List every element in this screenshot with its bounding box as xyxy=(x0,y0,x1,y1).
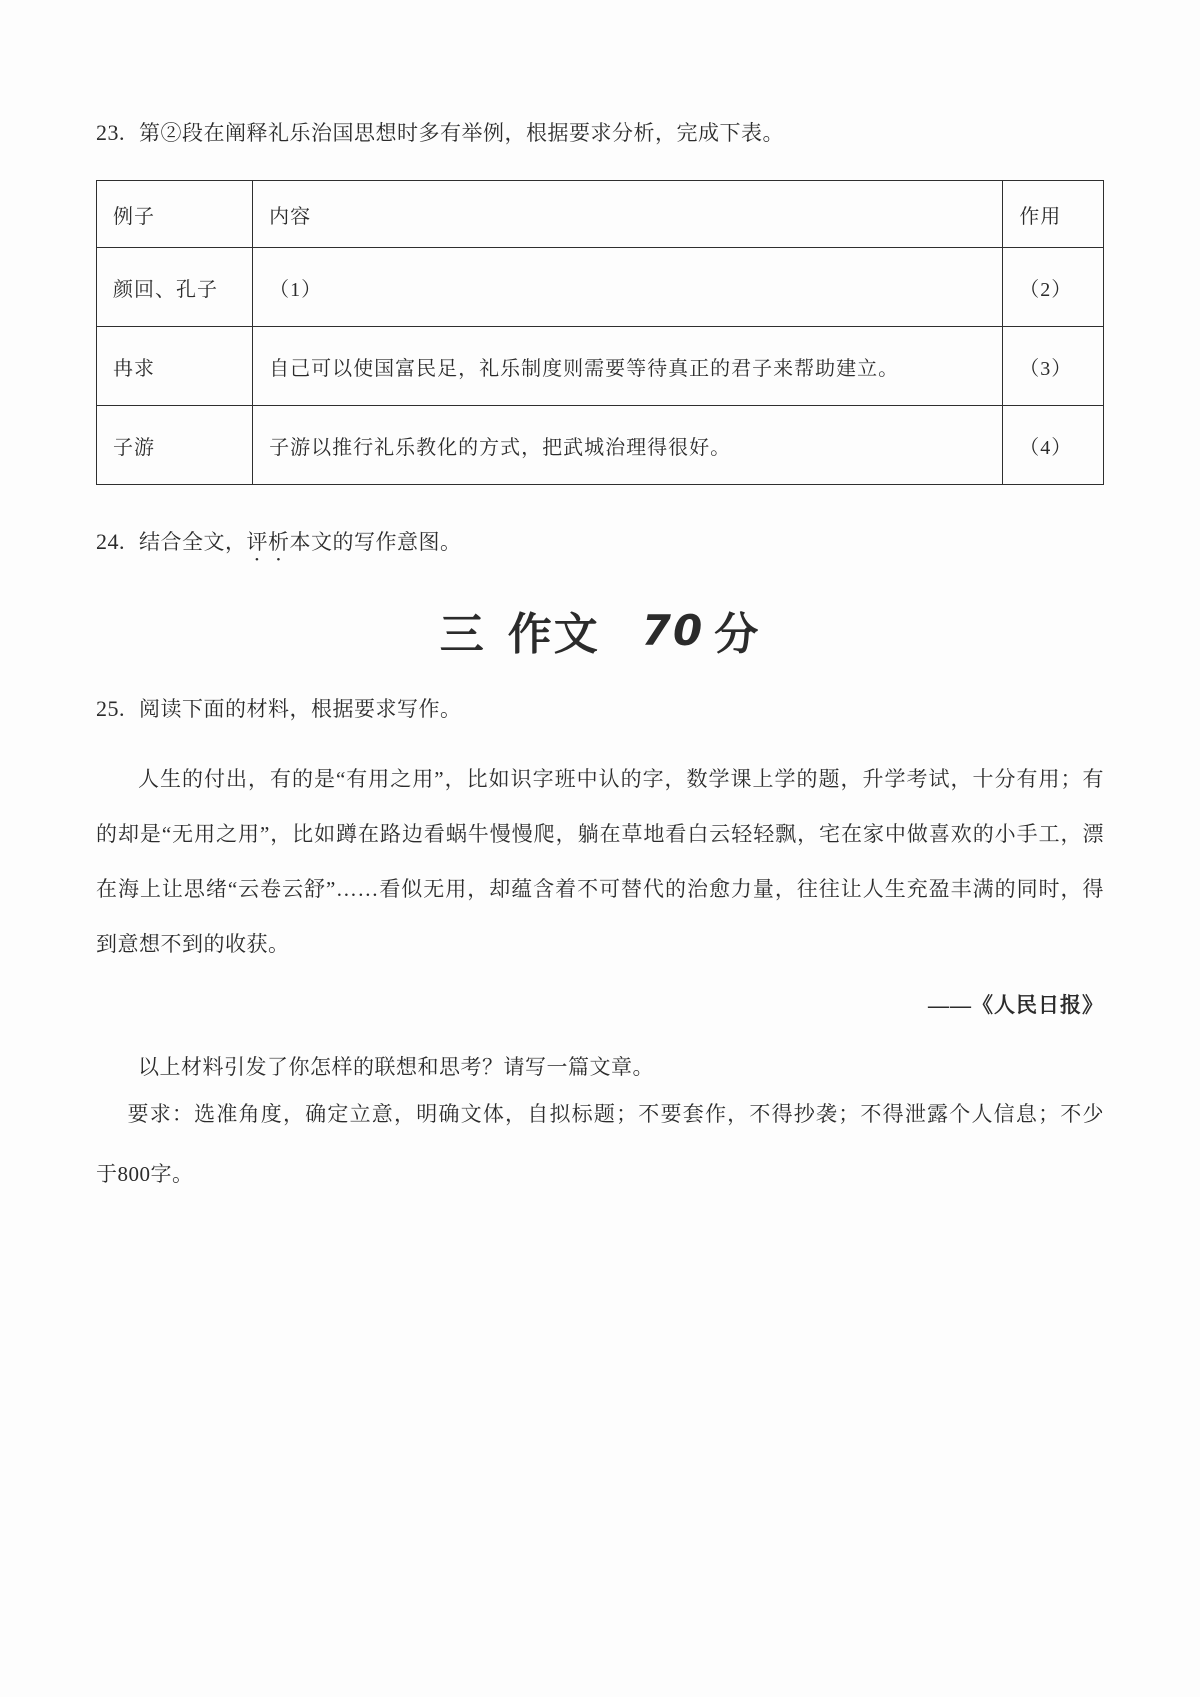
question-24 xyxy=(96,527,1104,566)
section-number: 三 xyxy=(439,610,486,659)
question-23-number: 23. xyxy=(96,120,125,145)
question-24-text-post: 本文的写作意图。 xyxy=(289,530,462,554)
table-row xyxy=(97,327,1104,406)
table-row xyxy=(97,406,1104,485)
material-line: 在海上让思绪“云卷云舒”……看似无用，却蕴含着不可替代的治愈力量，往往让人生充盈丰满的同时，得 xyxy=(96,877,1104,901)
material-line: 人生的付出，有的是“有用之用”，比如识字班中认的字，数学课上学的题，升学考试，十分有用；有 xyxy=(138,767,1104,791)
cell-function: （2） xyxy=(1003,248,1104,327)
essay-prompt: 以上材料引发了你怎样的联想和思考？请写一篇文章。 xyxy=(138,1055,654,1079)
question-25-text: 阅读下面的材料，根据要求写作。 xyxy=(139,697,462,721)
section-heading xyxy=(96,594,1104,666)
essay-requirements-line: 要求：选准角度，确定立意，明确文体，自拟标题；不要套作，不得抄袭；不得泄露个人信息；不少 xyxy=(127,1102,1104,1126)
question-24-number: 24. xyxy=(96,529,125,554)
examples-table xyxy=(96,180,1104,485)
table-row xyxy=(97,248,1104,327)
cell-example: 子游 xyxy=(97,406,253,485)
question-24-emphasized-word: 评析 xyxy=(246,530,290,554)
essay-requirements-line: 于800字。 xyxy=(96,1162,194,1186)
cell-example: 冉求 xyxy=(97,327,253,406)
table-header-row xyxy=(97,181,1104,248)
material-attribution: ——《人民日报》 xyxy=(928,993,1104,1017)
question-23 xyxy=(96,118,1104,148)
table-header-function: 作用 xyxy=(1003,181,1104,248)
section-score-unit: 分 xyxy=(714,610,761,659)
question-25 xyxy=(96,694,1104,724)
question-23-text: 第②段在阐释礼乐治国思想时多有举例，根据要求分析，完成下表。 xyxy=(139,121,784,145)
question-24-text-pre: 结合全文， xyxy=(139,530,247,554)
cell-function: （4） xyxy=(1003,406,1104,485)
table-header-content: 内容 xyxy=(253,181,1003,248)
cell-example: 颜回、孔子 xyxy=(97,248,253,327)
cell-content: 子游以推行礼乐教化的方式，把武城治理得很好。 xyxy=(253,406,1003,485)
cell-content: （1） xyxy=(253,248,1003,327)
section-title: 作文 xyxy=(507,610,600,659)
table-header-example: 例子 xyxy=(97,181,253,248)
material-line: 的却是“无用之用”，比如蹲在路边看蜗牛慢慢爬，躺在草地看白云轻轻飘，宅在家中做喜欢的小手工，漂 xyxy=(96,822,1104,846)
question-25-number: 25. xyxy=(96,696,125,721)
cell-function: （3） xyxy=(1003,327,1104,406)
cell-content: 自己可以使国富民足，礼乐制度则需要等待真正的君子来帮助建立。 xyxy=(253,327,1003,406)
essay-material xyxy=(96,752,1104,1033)
material-line: 到意想不到的收获。 xyxy=(96,932,290,956)
section-score: 70 xyxy=(641,605,705,655)
